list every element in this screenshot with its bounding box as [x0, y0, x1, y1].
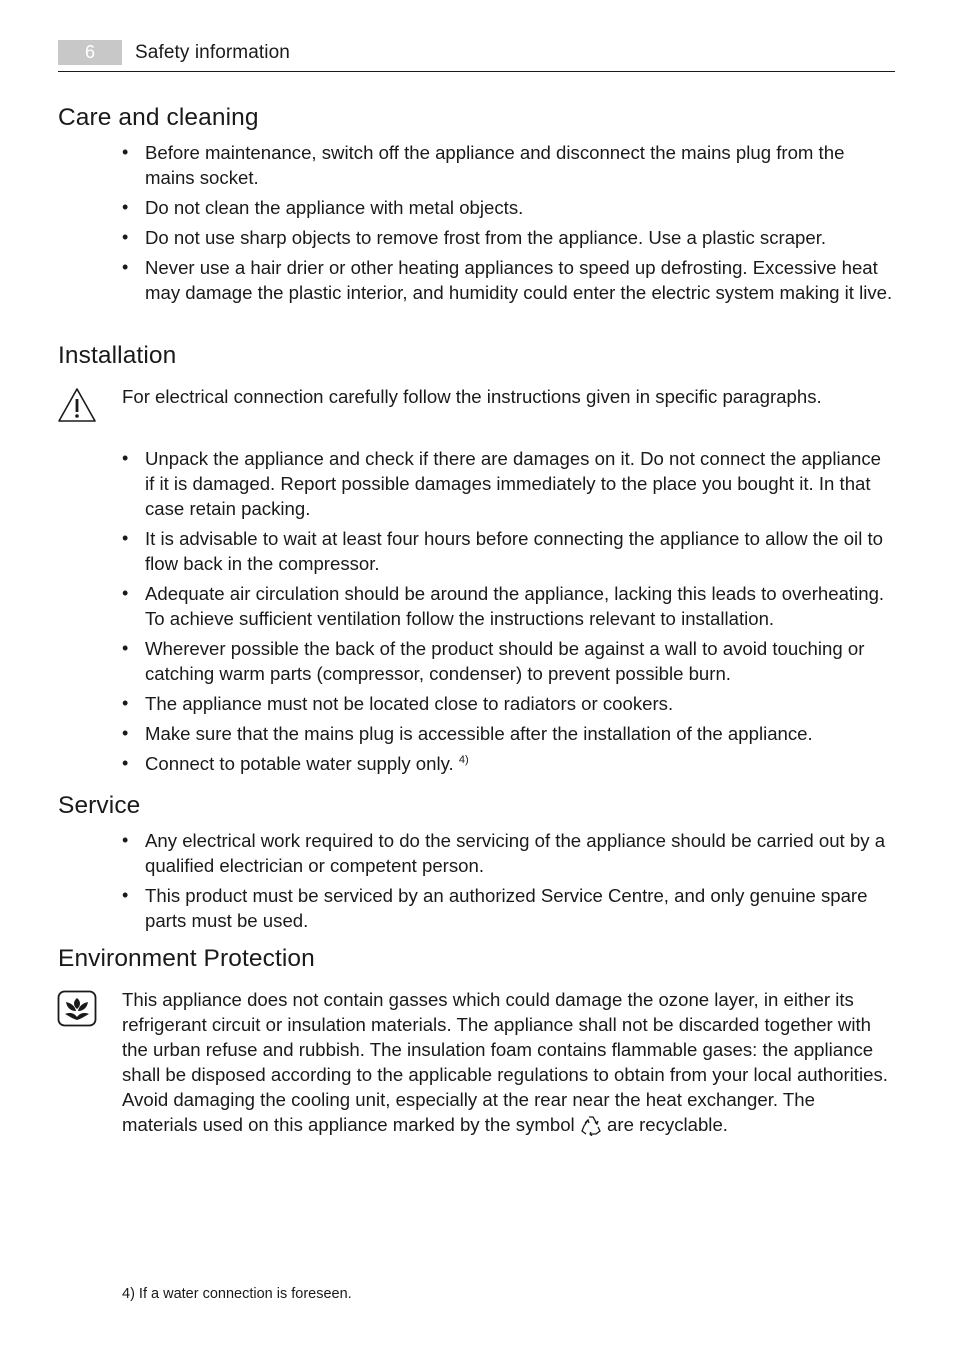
list-item: • This product must be serviced by an authorized Service Centre, and only genuine spare parts must be used.: [122, 885, 868, 931]
service-heading: Service: [58, 792, 141, 819]
installation-heading: Installation: [58, 342, 177, 369]
warning-triangle-icon: [57, 387, 97, 423]
list-item: • Any electrical work required to do the servicing of the appliance should be carried out by a qualified electrician or competent person.: [122, 830, 886, 876]
service-list: [122, 828, 894, 938]
bullet-icon: •: [122, 197, 129, 217]
list-item: • Do not clean the appliance with metal objects.: [122, 197, 524, 218]
bullet-icon: •: [122, 583, 129, 603]
bullet-icon: •: [122, 448, 129, 468]
bullet-icon: •: [122, 257, 129, 277]
installation-list: [122, 446, 894, 781]
care-list: [122, 140, 894, 310]
section-label: Safety information: [135, 42, 290, 63]
environment-text: This appliance does not contain gasses which could damage the ozone layer, in either its refrigerant circuit or insulation materials. The appliance shall not be discarded together with the urban refuse and rubbish. The insulation foam contains flammable gases: the appliance shall be disposed according to the applicable regulations to obtain from your local authorities. Avoid damaging the cooling unit, especially at the rear near the heat exchanger. The materials used on this appliance marked by the symbol are recyclable.: [122, 989, 888, 1135]
care-heading: Care and cleaning: [58, 104, 259, 131]
list-item: • Unpack the appliance and check if there are damages on it. Do not connect the appliance if it is damaged. Report possible damages immediately to the place you bought it. In that case retain packing.: [122, 448, 881, 519]
environment-heading: Environment Protection: [58, 945, 315, 972]
page-number: 6: [58, 40, 122, 65]
bullet-icon: •: [122, 753, 129, 773]
installation-warning-text: For electrical connection carefully follow the instructions given in specific paragraphs.: [122, 386, 822, 407]
recycle-icon: [580, 1114, 602, 1136]
list-item: • Adequate air circulation should be around the appliance, lacking this leads to overheating. To achieve sufficient ventilation follow the instructions relevant to installation.: [122, 583, 885, 629]
bullet-icon: •: [122, 693, 129, 713]
bullet-icon: •: [122, 830, 129, 850]
list-item: • Wherever possible the back of the product should be against a wall to avoid touching or catching warm parts (compressor, condenser) to prevent possible burn.: [122, 638, 865, 684]
footnote-ref: 4): [458, 754, 469, 766]
bullet-icon: •: [122, 723, 129, 743]
list-item: • It is advisable to wait at least four hours before connecting the appliance to allow the oil to flow back in the compressor.: [122, 528, 883, 574]
list-item: • Make sure that the mains plug is accessible after the installation of the appliance.: [122, 723, 813, 744]
bullet-icon: •: [122, 885, 129, 905]
list-item: • Connect to potable water supply only. $^{4)}$: [122, 753, 469, 774]
list-item: • Never use a hair drier or other heating appliances to speed up defrosting. Excessive heat may damage the plastic interior, and humidity could enter the electric system making it live.: [122, 257, 893, 303]
bullet-icon: •: [122, 142, 129, 162]
page-header: [58, 40, 895, 72]
list-item: • The appliance must not be located close to radiators or cookers.: [122, 693, 674, 714]
bullet-icon: •: [122, 638, 129, 658]
list-item: • Do not use sharp objects to remove frost from the appliance. Use a plastic scraper.: [122, 227, 827, 248]
bullet-icon: •: [122, 528, 129, 548]
footnote: 4) If a water connection is foreseen.: [122, 1286, 352, 1302]
bullet-icon: •: [122, 227, 129, 247]
environment-flower-icon: [57, 990, 97, 1027]
list-item: • Before maintenance, switch off the appliance and disconnect the mains plug from the mains socket.: [122, 142, 845, 188]
